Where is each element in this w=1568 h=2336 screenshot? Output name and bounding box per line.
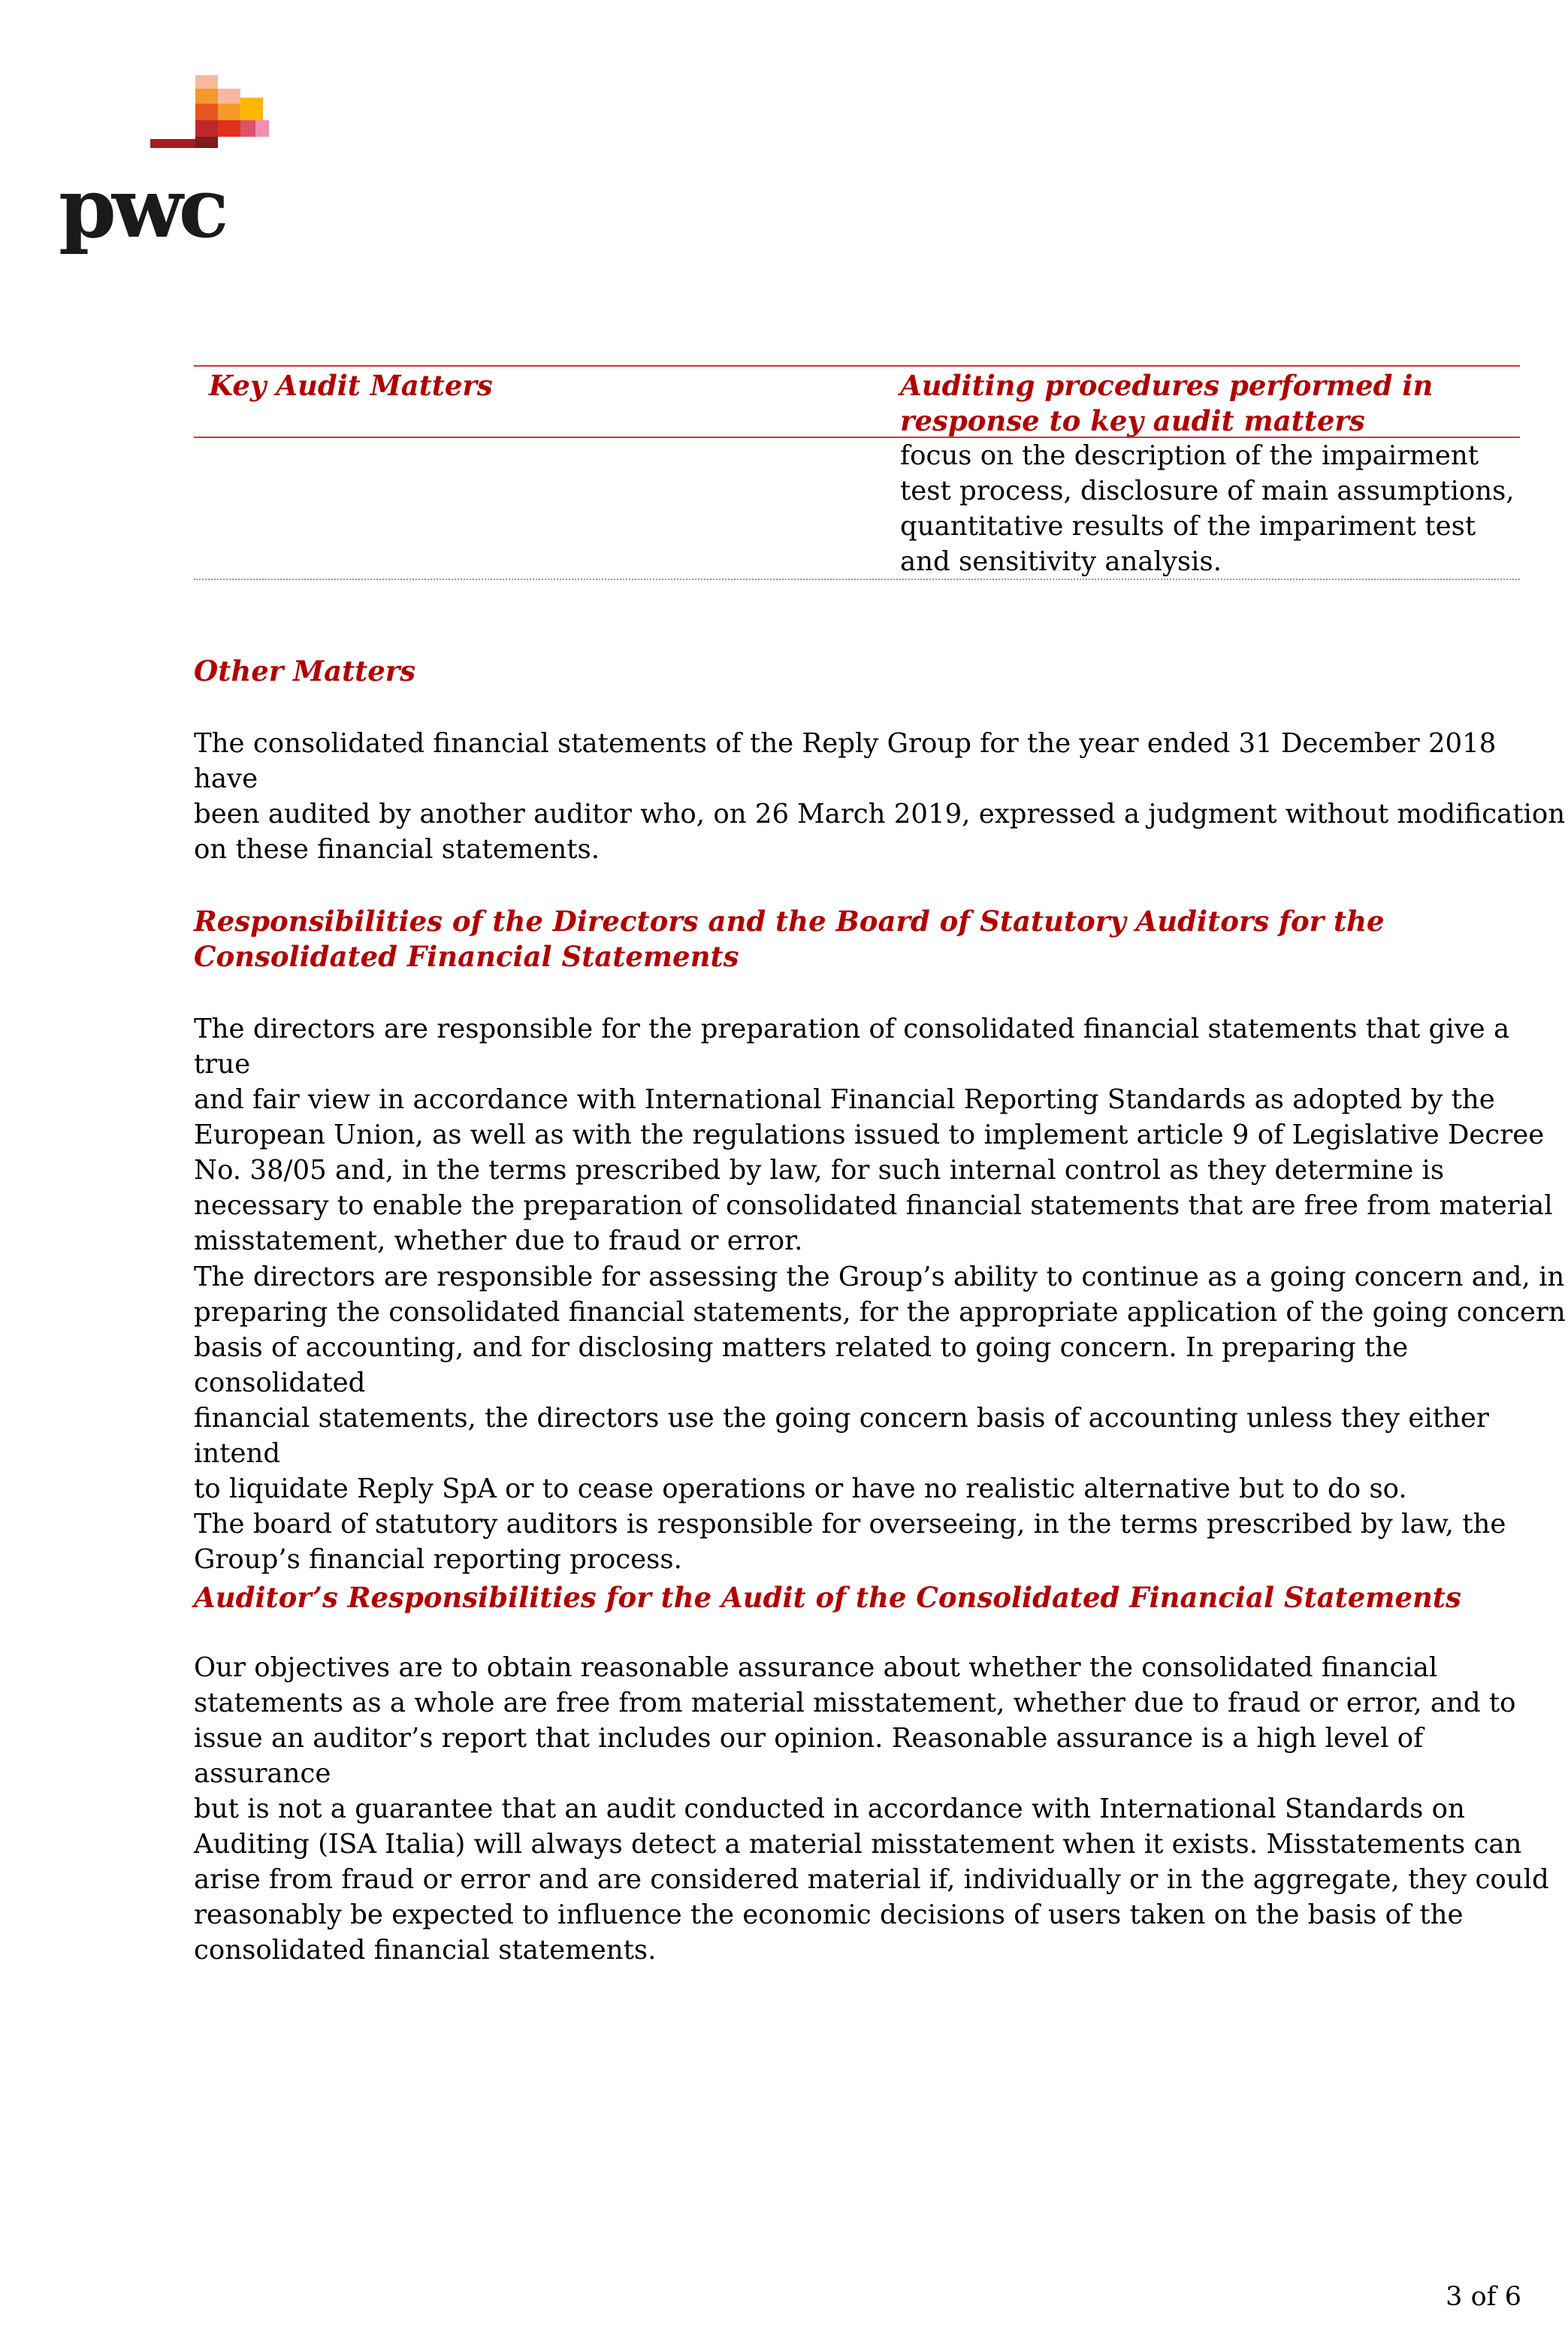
paragraph-line: on these financial statements. <box>194 834 600 865</box>
directors-heading-line1: Responsibilities of the Directors and the Board of Statutory Auditors for the <box>194 905 1385 938</box>
paragraph-line: statements as a whole are free from material misstatement, whether due to fraud or error, and to <box>194 1688 1516 1718</box>
paragraph-line: No. 38/05 and, in the terms prescribed by law, for such internal control as they determine is <box>194 1155 1445 1186</box>
paragraph-line: Auditing (ISA Italia) will always detect a material misstatement when it exists. Misstatements can <box>194 1829 1522 1860</box>
table-procedures-cell <box>900 438 1515 579</box>
other-matters-paragraph <box>194 726 1568 867</box>
paragraph-line: been audited by another auditor who, on 26 March 2019, expressed a judgment without modification <box>194 799 1566 830</box>
paragraph-line: The directors are responsible for the preparation of consolidated financial statements that give a true <box>194 1014 1510 1080</box>
table-top-rule <box>194 365 1520 367</box>
table-header-procedures-line2: response to key audit matters <box>900 404 1365 437</box>
directors-heading-line2: Consolidated Financial Statements <box>194 940 739 973</box>
paragraph-line: Group’s financial reporting process. <box>194 1544 682 1575</box>
paragraph-line: The consolidated financial statements of the Reply Group for the year ended 31 December 2018 have <box>194 728 1497 794</box>
paragraph-line: reasonably be expected to influence the economic decisions of users taken on the basis of the <box>194 1899 1464 1930</box>
paragraph-line: misstatement, whether due to fraud or error. <box>194 1225 803 1256</box>
auditor-paragraph <box>194 1650 1568 1968</box>
pwc-logo-blocks-icon <box>150 75 278 158</box>
table-bottom-rule <box>194 579 1520 580</box>
paragraph-line: to liquidate Reply SpA or to cease operations or have no realistic alternative but to do so. <box>194 1473 1407 1504</box>
table-header-procedures <box>900 368 1433 439</box>
paragraph-line: The board of statutory auditors is responsible for overseeing, in the terms prescribed by law, the <box>194 1509 1506 1540</box>
page-number: 3 of 6 <box>1446 2282 1521 2312</box>
directors-heading <box>194 904 1385 975</box>
paragraph-line: European Union, as well as with the regulations issued to implement article 9 of Legislative Decree <box>194 1120 1545 1150</box>
table-cell-line: focus on the description of the impairment <box>900 440 1479 471</box>
paragraph-line: arise from fraud or error and are considered material if, individually or in the aggregate, they could <box>194 1864 1549 1895</box>
directors-paragraph-2 <box>194 1259 1568 1577</box>
paragraph-line: and fair view in accordance with International Financial Reporting Standards as adopted by the <box>194 1084 1495 1115</box>
auditor-heading: Auditor’s Responsibilities for the Audit of the Consolidated Financial Statements <box>194 1581 1461 1614</box>
paragraph-line: consolidated financial statements. <box>194 1935 657 1966</box>
directors-paragraph-1 <box>194 1011 1568 1259</box>
table-header-key-audit-matters: Key Audit Matters <box>209 369 493 402</box>
paragraph-line: preparing the consolidated financial statements, for the appropriate application of the going concern <box>194 1297 1566 1328</box>
paragraph-line: necessary to enable the preparation of consolidated financial statements that are free from material <box>194 1190 1553 1221</box>
table-cell-line: test process, disclosure of main assumptions, <box>900 476 1515 506</box>
pwc-logo-text: pwc <box>59 159 225 256</box>
table-cell-line: quantitative results of the impariment test <box>900 511 1476 542</box>
paragraph-line: but is not a guarantee that an audit conducted in accordance with International Standards on <box>194 1794 1465 1824</box>
paragraph-line: The directors are responsible for assessing the Group’s ability to continue as a going concern and, in <box>194 1262 1565 1292</box>
table-header-procedures-line1: Auditing procedures performed in <box>900 369 1434 402</box>
paragraph-line: financial statements, the directors use the going concern basis of accounting unless they either intend <box>194 1403 1489 1469</box>
paragraph-line: issue an auditor’s report that includes our opinion. Reasonable assurance is a high level of assurance <box>194 1723 1424 1789</box>
paragraph-line: basis of accounting, and for disclosing matters related to going concern. In preparing the consolidated <box>194 1332 1409 1398</box>
other-matters-heading: Other Matters <box>194 654 416 688</box>
table-cell-line: and sensitivity analysis. <box>900 546 1222 577</box>
paragraph-line: Our objectives are to obtain reasonable assurance about whether the consolidated financial <box>194 1652 1438 1683</box>
